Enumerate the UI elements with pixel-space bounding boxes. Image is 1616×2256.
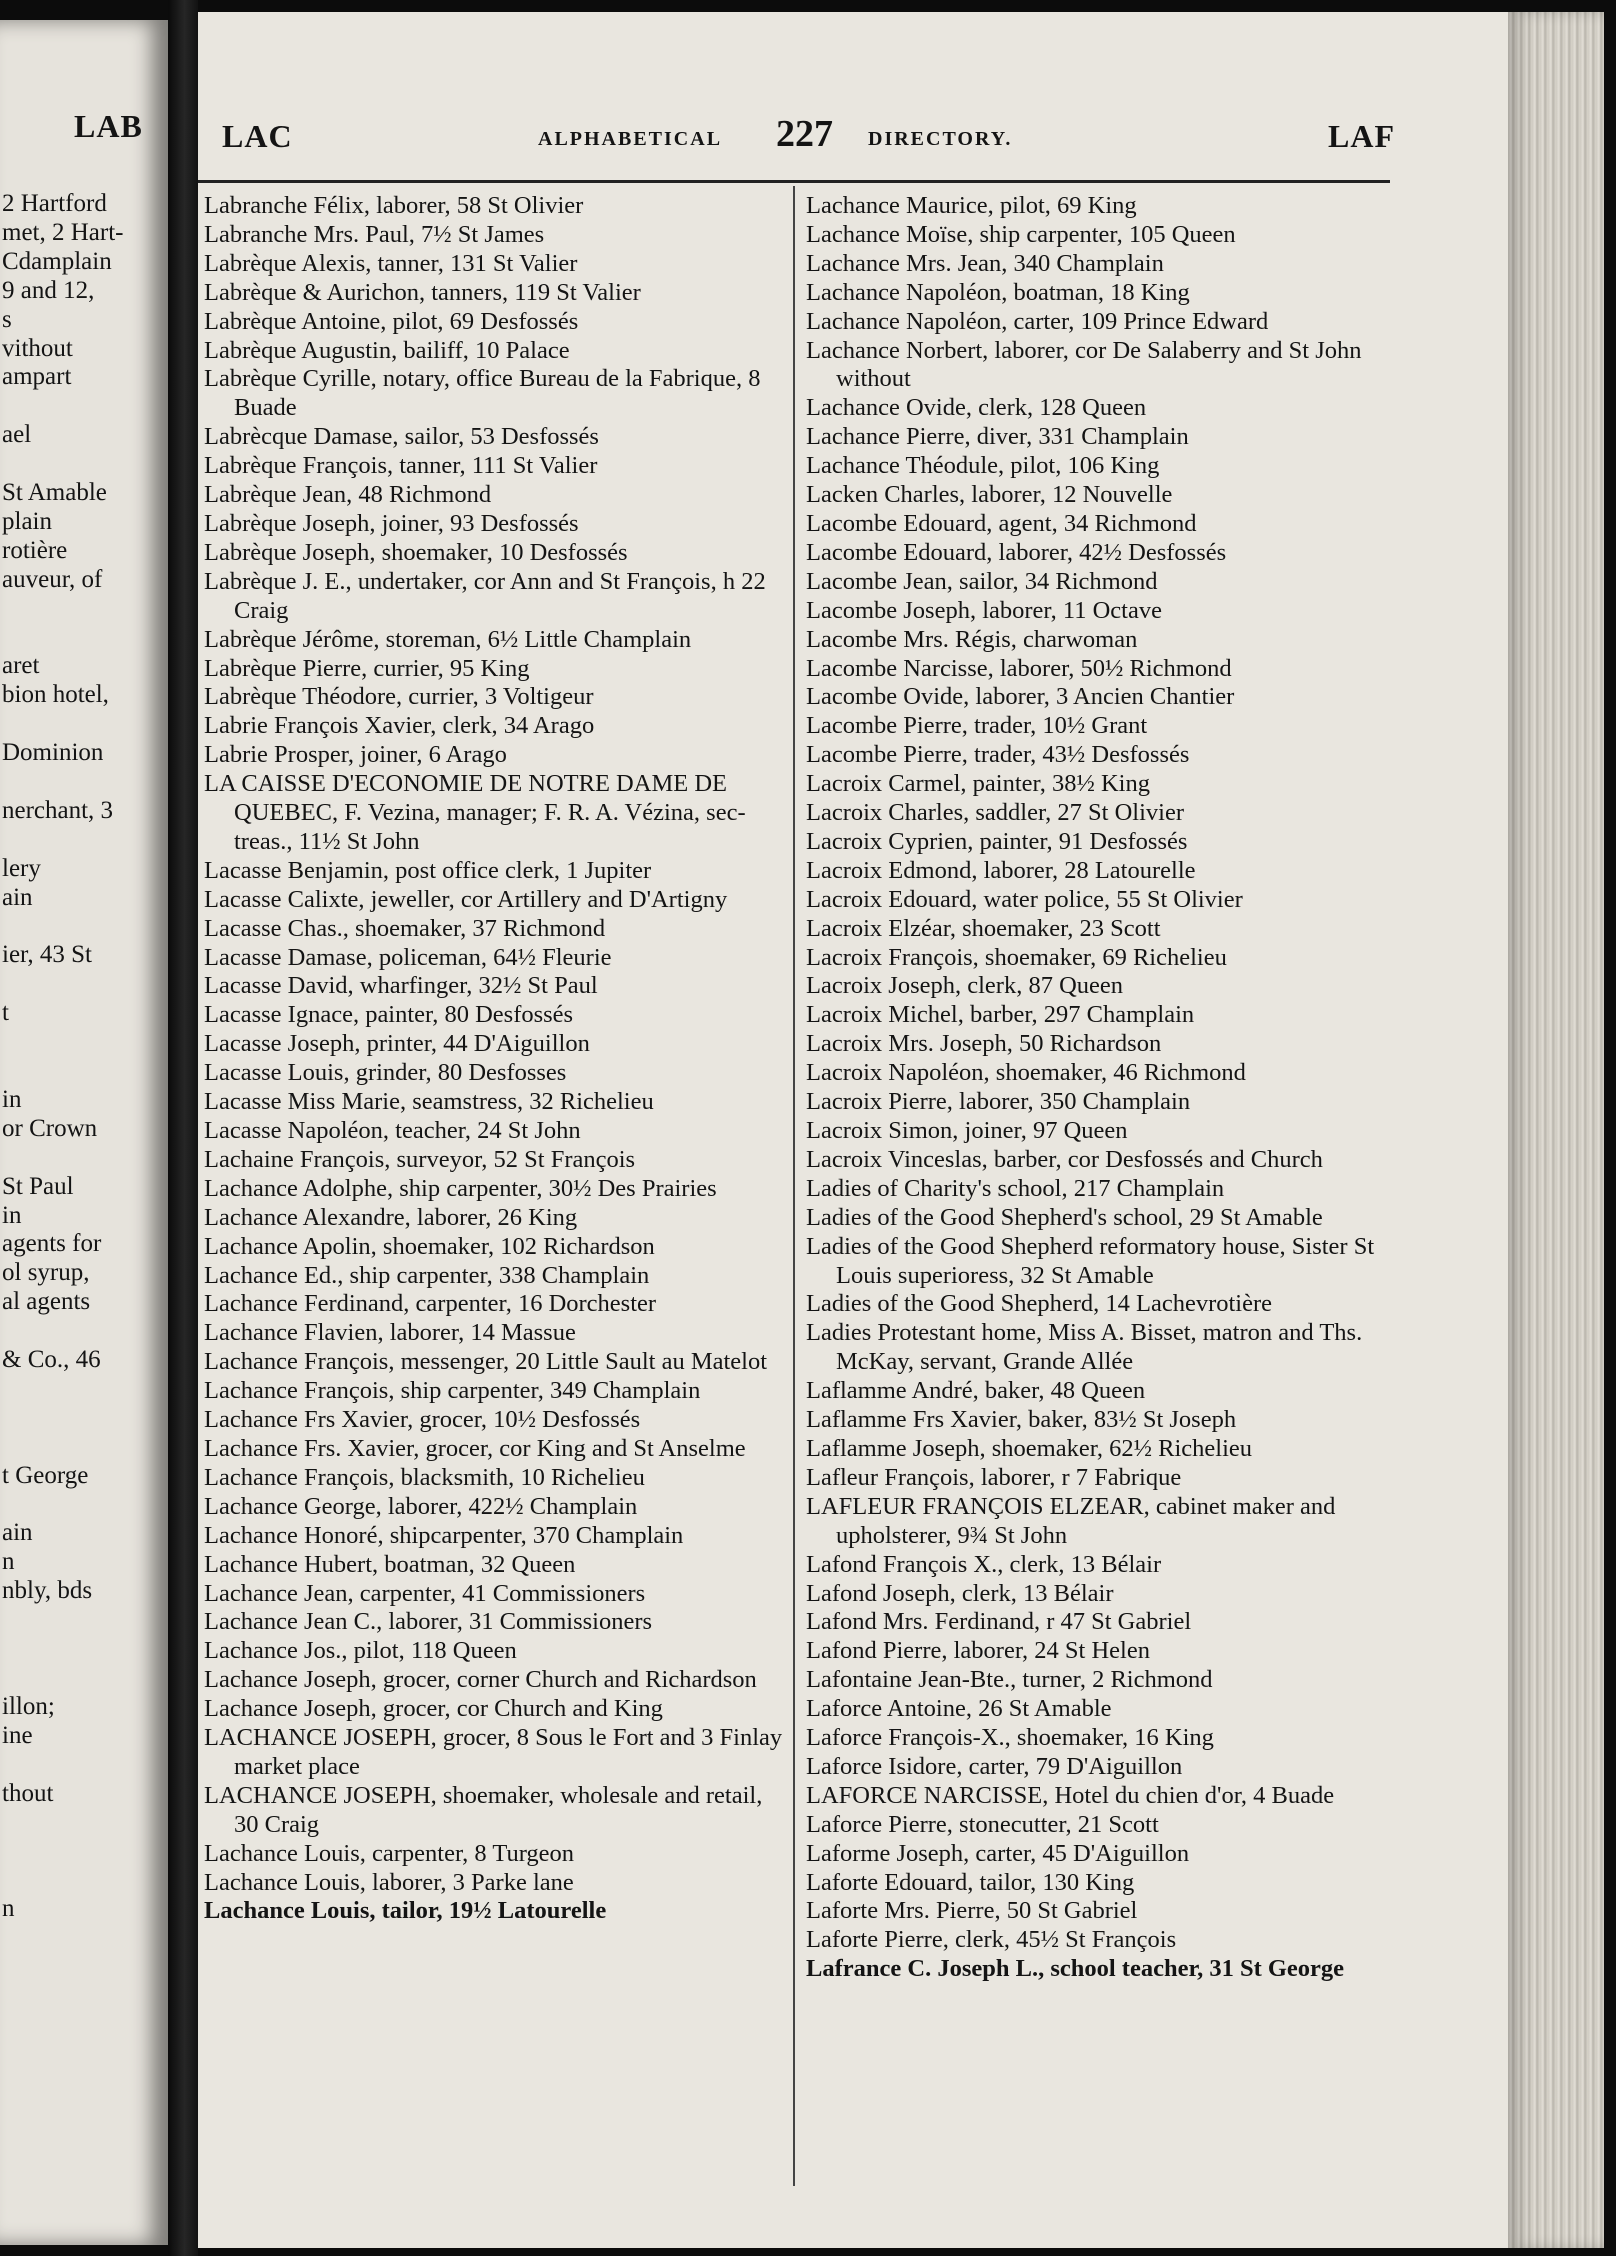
left-page-line: auveur, of	[2, 565, 103, 593]
left-page-line: plain	[2, 507, 52, 535]
directory-entry: Lachance François, messenger, 20 Little Sault au Matelot	[204, 1348, 768, 1376]
directory-entry: Lachaine François, surveyor, 52 St François	[204, 1145, 636, 1173]
directory-entry: Lacasse David, wharfinger, 32½ St Paul	[204, 972, 598, 1000]
directory-entry: Lacroix Edmond, laborer, 28 Latourelle	[806, 856, 1196, 884]
directory-entry: Lachance Jos., pilot, 118 Queen	[204, 1637, 517, 1665]
directory-entry: Lachance Louis, laborer, 3 Parke lane	[204, 1868, 574, 1896]
directory-entry: Lafond François X., clerk, 13 Bélair	[806, 1550, 1162, 1578]
directory-entry: Lacroix Carmel, painter, 38½ King	[806, 770, 1150, 798]
header-title-left: ALPHABETICAL	[538, 128, 723, 150]
directory-entry: Lacombe Jean, sailor, 34 Richmond	[806, 567, 1158, 595]
directory-entry: Labrèque Cyrille, notary, office Bureau de la Fabrique, 8 Buade	[204, 365, 761, 422]
directory-entry: Ladies of Charity's school, 217 Champlain	[806, 1174, 1225, 1202]
directory-entry: Lachance Pierre, diver, 331 Champlain	[806, 423, 1189, 451]
directory-entry: Lacasse Damase, policeman, 64½ Fleurie	[204, 943, 612, 971]
directory-entry: Ladies of the Good Shepherd, 14 Lachevrotière	[806, 1290, 1273, 1318]
directory-entry: Labranche Mrs. Paul, 7½ St James	[204, 220, 545, 248]
column-rule	[793, 186, 795, 2186]
left-column	[204, 192, 786, 1926]
left-page-line: t	[2, 999, 9, 1027]
directory-entry: Lachance Mrs. Jean, 340 Champlain	[806, 249, 1164, 277]
directory-entry: Ladies of the Good Shepherd reformatory house, Sister St Louis superioress, 32 St Amable	[806, 1232, 1375, 1289]
directory-entry: Lacombe Edouard, laborer, 42½ Desfossés	[806, 538, 1227, 566]
left-page-line: bion hotel,	[2, 681, 109, 709]
left-page-line: Dominion	[2, 739, 104, 767]
left-page-line: met, 2 Hart-	[2, 218, 124, 246]
directory-entry: Ladies Protestant home, Miss A. Bisset, matron and Ths. McKay, servant, Grande Allée	[806, 1319, 1363, 1376]
header-left-guide-word: LAC	[222, 118, 293, 154]
directory-entry: Lachance Napoléon, boatman, 18 King	[806, 278, 1190, 306]
directory-entry: Labrèque Jérôme, storeman, 6½ Little Champlain	[204, 625, 692, 653]
directory-entry: Lacombe Joseph, laborer, 11 Octave	[806, 596, 1162, 624]
directory-entry: Laforce Antoine, 26 St Amable	[806, 1695, 1112, 1723]
left-page-line: t George	[2, 1461, 89, 1489]
header-right-guide-word: LAF	[1328, 118, 1395, 154]
directory-entry: Lafond Mrs. Ferdinand, r 47 St Gabriel	[806, 1608, 1192, 1636]
left-page-line: ain	[2, 883, 33, 911]
left-page-line: lery	[2, 854, 41, 882]
directory-entry: Lachance Hubert, boatman, 32 Queen	[204, 1550, 576, 1578]
left-page-line: aret	[2, 652, 40, 680]
directory-entry: Lacasse Benjamin, post office clerk, 1 Jupiter	[204, 856, 652, 884]
directory-entry: Labrèque Antoine, pilot, 69 Desfossés	[204, 307, 579, 335]
directory-entry: Laforte Edouard, tailor, 130 King	[806, 1868, 1135, 1896]
directory-entry: Labrie Prosper, joiner, 6 Arago	[204, 741, 507, 769]
left-page-line: in	[2, 1085, 22, 1113]
directory-entry: Laflamme André, baker, 48 Queen	[806, 1377, 1146, 1405]
directory-entry: Lacroix Charles, saddler, 27 St Olivier	[806, 799, 1184, 827]
directory-entry: Lacroix Michel, barber, 297 Champlain	[806, 1001, 1195, 1029]
directory-entry: Labrèque Joseph, joiner, 93 Desfossés	[204, 509, 579, 537]
directory-entry: Labrèque Alexis, tanner, 131 St Valier	[204, 249, 578, 277]
directory-entry: Lachance François, ship carpenter, 349 Champlain	[204, 1377, 701, 1405]
directory-entry: Lachance Ferdinand, carpenter, 16 Dorchester	[204, 1290, 657, 1318]
directory-entry: Lachance Louis, tailor, 19½ Latourelle	[204, 1897, 607, 1925]
directory-entry: Lafleur François, laborer, r 7 Fabrique	[806, 1463, 1182, 1491]
directory-entry: Lacroix Pierre, laborer, 350 Champlain	[806, 1088, 1191, 1116]
directory-entry: Laforce Isidore, carter, 79 D'Aiguillon	[806, 1752, 1183, 1780]
directory-entry: Lacasse Napoléon, teacher, 24 St John	[204, 1117, 581, 1144]
directory-entry: Lacasse Calixte, jeweller, cor Artillery and D'Artigny	[204, 885, 728, 913]
directory-entry: Lachance Louis, carpenter, 8 Turgeon	[204, 1839, 575, 1867]
directory-entry: Lacasse Miss Marie, seamstress, 32 Richelieu	[204, 1088, 654, 1116]
left-page-line: or Crown	[2, 1114, 98, 1142]
directory-entry: Labranche Félix, laborer, 58 St Olivier	[204, 192, 584, 219]
directory-entry: Lacroix François, shoemaker, 69 Richelieu	[806, 943, 1227, 971]
directory-entry: Laforme Joseph, carter, 45 D'Aiguillon	[806, 1839, 1190, 1867]
directory-entry: Laflamme Joseph, shoemaker, 62½ Richelieu	[806, 1434, 1253, 1462]
directory-entry: Lacroix Cyprien, painter, 91 Desfossés	[806, 827, 1188, 855]
directory-entry: LACHANCE JOSEPH, shoemaker, wholesale and retail, 30 Craig	[204, 1781, 763, 1838]
left-page-line: nbly, bds	[2, 1577, 93, 1605]
left-page-line: & Co., 46	[2, 1346, 101, 1373]
left-page-line: nerchant, 3	[2, 796, 114, 824]
left-page-line: ine	[2, 1721, 33, 1749]
directory-entry: Labrèque Pierre, currier, 95 King	[204, 654, 530, 682]
directory-entry: Labrèque Joseph, shoemaker, 10 Desfossés	[204, 538, 628, 566]
directory-entry: Labrèque & Aurichon, tanners, 119 St Valier	[204, 278, 641, 306]
left-page-line: in	[2, 1201, 22, 1229]
directory-entry: Lacasse Ignace, painter, 80 Desfossés	[204, 1001, 574, 1029]
directory-entry: Ladies of the Good Shepherd's school, 29 St Amable	[806, 1203, 1323, 1231]
left-page-line: thout	[2, 1779, 54, 1807]
directory-entry: Lacroix Vinceslas, barber, cor Desfossés and Church	[806, 1145, 1323, 1173]
left-page-line: ampart	[2, 363, 72, 391]
directory-entry: LAFORCE NARCISSE, Hotel du chien d'or, 4 Buade	[806, 1781, 1335, 1809]
left-page-line: rotière	[2, 536, 68, 564]
directory-entry: Lacasse Louis, grinder, 80 Desfosses	[204, 1059, 567, 1087]
directory-entry: Labrie François Xavier, clerk, 34 Arago	[204, 712, 595, 740]
directory-entry: Lacasse Joseph, printer, 44 D'Aiguillon	[204, 1030, 590, 1058]
running-head	[208, 112, 1400, 158]
directory-entry: Lacombe Mrs. Régis, charwoman	[806, 625, 1138, 653]
directory-entry: Lacken Charles, laborer, 12 Nouvelle	[806, 481, 1173, 509]
left-page-line: agents for	[2, 1230, 102, 1258]
directory-entry: Lacasse Chas., shoemaker, 37 Richmond	[204, 914, 606, 942]
directory-entry: Lachance Napoléon, carter, 109 Prince Edward	[806, 307, 1269, 335]
directory-entry: Lacombe Pierre, trader, 43½ Desfossés	[806, 741, 1190, 769]
left-page-line: illon;	[2, 1692, 55, 1720]
directory-entry: Lachance Théodule, pilot, 106 King	[806, 452, 1160, 480]
directory-entry: Lachance Frs. Xavier, grocer, cor King and St Anselme	[204, 1434, 746, 1462]
header-title-right: DIRECTORY.	[868, 128, 1013, 150]
directory-entry: Lachance Frs Xavier, grocer, 10½ Desfossés	[204, 1406, 641, 1434]
left-page-fragment	[0, 20, 168, 2245]
directory-entry: Lachance Adolphe, ship carpenter, 30½ Des Prairies	[204, 1174, 717, 1202]
directory-entry: Lachance Honoré, shipcarpenter, 370 Champlain	[204, 1521, 684, 1549]
directory-entry: Lacombe Narcisse, laborer, 50½ Richmond	[806, 654, 1232, 682]
directory-entry: Lacroix Napoléon, shoemaker, 46 Richmond	[806, 1059, 1246, 1087]
directory-entry: Lachance Ovide, clerk, 128 Queen	[806, 394, 1147, 422]
page-edges	[1508, 12, 1604, 2248]
directory-entry: Lacroix Simon, joiner, 97 Queen	[806, 1117, 1128, 1144]
page-number: 227	[776, 113, 833, 155]
left-page-line: n	[2, 1895, 15, 1923]
left-page-line: St Paul	[2, 1172, 74, 1200]
directory-entry: Lacombe Edouard, agent, 34 Richmond	[806, 509, 1197, 537]
directory-entry: Labrèque J. E., undertaker, cor Ann and St François, h 22 Craig	[204, 567, 766, 624]
directory-entry: Lachance Flavien, laborer, 14 Massue	[204, 1319, 576, 1347]
left-page-line: 2 Hartford	[2, 190, 107, 217]
directory-entry: Lachance Alexandre, laborer, 26 King	[204, 1203, 578, 1231]
directory-page	[198, 12, 1604, 2248]
directory-entry: Laflamme Frs Xavier, baker, 83½ St Joseph	[806, 1406, 1237, 1434]
directory-entry: Labrèque François, tanner, 111 St Valier	[204, 452, 598, 480]
left-page-line: St Amable	[2, 479, 107, 506]
directory-entry: Lafond Pierre, laborer, 24 St Helen	[806, 1637, 1150, 1665]
left-page-line: s	[2, 305, 12, 333]
directory-entry: Lachance Moïse, ship carpenter, 105 Queen	[806, 220, 1236, 248]
directory-entry: Labrèque Théodore, currier, 3 Voltigeur	[204, 683, 594, 711]
directory-entry: Labrèque Augustin, bailiff, 10 Palace	[204, 336, 570, 364]
directory-entry: Lachance Jean C., laborer, 31 Commissioners	[204, 1608, 653, 1636]
directory-entry: Lacombe Ovide, laborer, 3 Ancien Chantier	[806, 683, 1235, 711]
directory-entry: Lachance Ed., ship carpenter, 338 Champlain	[204, 1261, 650, 1289]
directory-entry: Lachance François, blacksmith, 10 Richelieu	[204, 1463, 645, 1491]
directory-entry: Lachance George, laborer, 422½ Champlain	[204, 1492, 638, 1520]
directory-entry: LACHANCE JOSEPH, grocer, 8 Sous le Fort and 3 Finlay market place	[204, 1724, 783, 1780]
directory-entry: Lafrance C. Joseph L., school teacher, 31 St George	[806, 1955, 1345, 1983]
directory-entry: Laforte Mrs. Pierre, 50 St Gabriel	[806, 1897, 1138, 1925]
right-column	[806, 192, 1388, 1984]
directory-entry: Lafond Joseph, clerk, 13 Bélair	[806, 1579, 1114, 1607]
book-gutter	[168, 0, 198, 2256]
directory-entry: Lachance Joseph, grocer, cor Church and King	[204, 1695, 663, 1723]
left-page-line: 9 and 12,	[2, 276, 95, 304]
directory-entry: Laforte Pierre, clerk, 45½ St François	[806, 1926, 1177, 1954]
left-page-line: n	[2, 1548, 15, 1576]
directory-entry: Lacroix Elzéar, shoemaker, 23 Scott	[806, 914, 1161, 942]
directory-entry: Lacroix Mrs. Joseph, 50 Richardson	[806, 1030, 1162, 1058]
left-page-line: ier, 43 St	[2, 941, 92, 969]
header-rule	[198, 180, 1390, 183]
directory-entry: LA CAISSE D'ECONOMIE DE NOTRE DAME DE QUEBEC, F. Vezina, manager; F. R. A. Vézina, sec-treas., 11½ St John	[204, 770, 746, 855]
directory-entry: Lachance Apolin, shoemaker, 102 Richardson	[204, 1232, 655, 1260]
directory-entry: Lachance Joseph, grocer, corner Church and Richardson	[204, 1666, 757, 1694]
directory-entry: Laforce François-X., shoemaker, 16 King	[806, 1724, 1214, 1752]
directory-entry: Lacroix Edouard, water police, 55 St Olivier	[806, 885, 1243, 913]
left-page-header: LAB	[74, 108, 143, 144]
directory-entry: Lachance Jean, carpenter, 41 Commissioners	[204, 1579, 646, 1607]
left-page-line: ol syrup,	[2, 1259, 90, 1287]
directory-entry: LAFLEUR FRANÇOIS ELZEAR, cabinet maker and upholsterer, 9¾ St John	[806, 1492, 1336, 1549]
left-page-line: ain	[2, 1519, 33, 1547]
directory-entry: Lachance Maurice, pilot, 69 King	[806, 192, 1137, 219]
left-page-line: Cdamplain	[2, 247, 112, 275]
left-page-line: ael	[2, 421, 32, 449]
left-page-line: al agents	[2, 1288, 91, 1316]
directory-entry: Lacombe Pierre, trader, 10½ Grant	[806, 712, 1148, 740]
directory-entry: Lacroix Joseph, clerk, 87 Queen	[806, 972, 1124, 1000]
left-page-line: vithout	[2, 334, 73, 362]
directory-entry: Labrècque Damase, sailor, 53 Desfossés	[204, 423, 599, 451]
directory-entry: Lafontaine Jean-Bte., turner, 2 Richmond	[806, 1666, 1213, 1694]
directory-entry: Lachance Norbert, laborer, cor De Salaberry and St John without	[806, 336, 1362, 393]
directory-entry: Labrèque Jean, 48 Richmond	[204, 481, 492, 509]
directory-entry: Laforce Pierre, stonecutter, 21 Scott	[806, 1810, 1159, 1838]
